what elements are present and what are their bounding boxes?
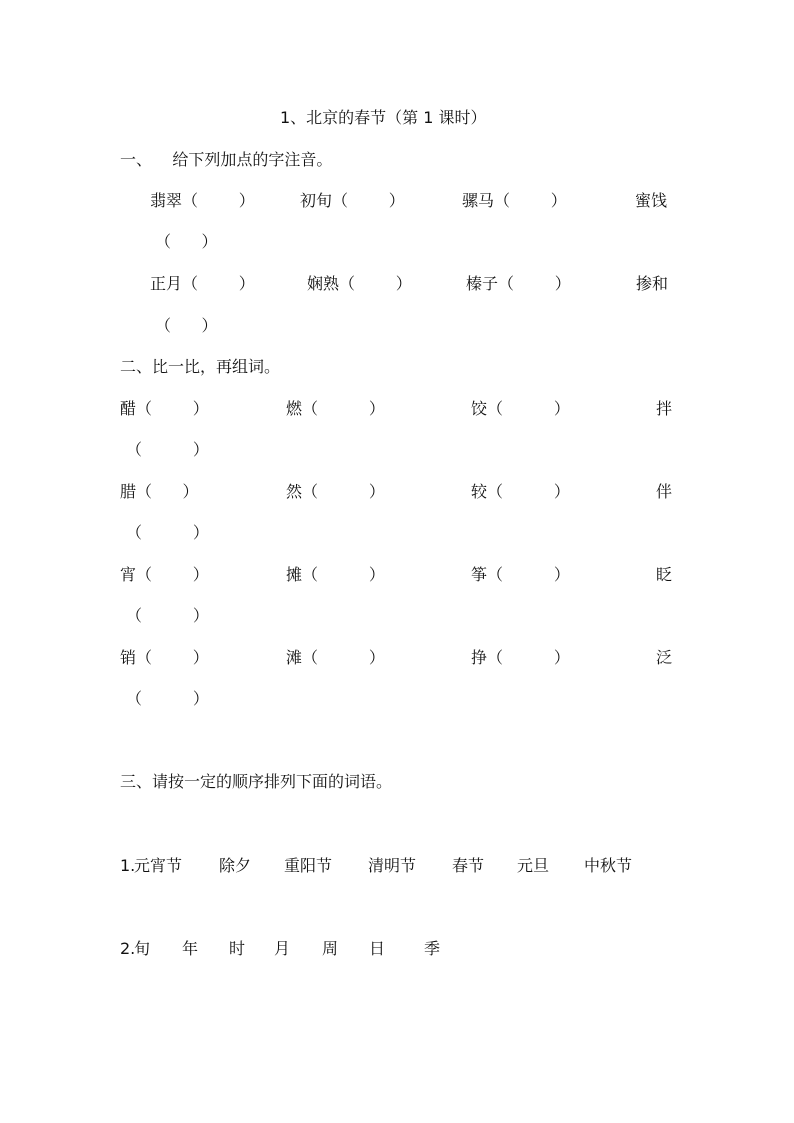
compare-item-wrap: （ ） [126,606,209,625]
pinyin-item: 正月（ ） [150,274,255,293]
order-list-number: 1. [120,856,136,875]
pinyin-item: 娴熟（ ） [307,274,412,293]
compare-item: 宵（ ） [120,565,209,584]
section2-heading: 二、比一比，再组词。 [120,357,281,376]
pinyin-item: 蜜饯 [635,191,668,210]
pinyin-item-wrap: （ ） [155,316,218,335]
order-word: 周 [322,939,339,958]
section3-heading: 三、请按一定的顺序排列下面的词语。 [120,772,393,791]
order-word: 年 [182,939,199,958]
order-word: 日 [369,939,386,958]
compare-item: 眨 [656,565,673,584]
compare-item-wrap: （ ） [126,689,209,708]
pinyin-item-wrap: （ ） [155,232,218,251]
order-word: 中秋节 [584,856,633,875]
section1-heading: 一、 给下列加点的字注音。 [120,150,333,169]
order-word: 月 [274,939,291,958]
compare-item: 然（ ） [286,482,385,501]
compare-item-wrap: （ ） [126,440,209,459]
order-word: 时 [229,939,246,958]
order-word: 旬 [134,939,151,958]
pinyin-item: 骡马（ ） [462,191,567,210]
compare-item: 销（ ） [120,648,209,667]
pinyin-item: 初旬（ ） [300,191,405,210]
pinyin-item: 掺和 [636,274,669,293]
compare-item-wrap: （ ） [126,523,209,542]
compare-item: 摊（ ） [286,565,385,584]
compare-item: 燃（ ） [286,399,385,418]
compare-item: 拌 [656,399,673,418]
order-word: 元宵节 [134,856,183,875]
compare-item: 饺（ ） [471,399,570,418]
compare-item: 泛 [656,648,673,667]
compare-item: 滩（ ） [286,648,385,667]
compare-item: 较（ ） [471,482,570,501]
order-word: 春节 [452,856,485,875]
order-word: 除夕 [219,856,252,875]
compare-item: 醋（ ） [120,399,209,418]
pinyin-item: 榛子（ ） [466,274,571,293]
order-word: 清明节 [368,856,417,875]
compare-item: 腊（ ） [120,482,199,501]
compare-item: 挣（ ） [471,648,570,667]
compare-item: 伴 [656,482,673,501]
order-word: 重阳节 [284,856,333,875]
order-word: 元旦 [517,856,550,875]
compare-item: 筝（ ） [471,565,570,584]
page-title: 1、北京的春节（第 1 课时） [280,108,487,127]
pinyin-item: 翡翠（ ） [150,191,255,210]
order-list-number: 2. [120,939,136,958]
order-word: 季 [424,939,441,958]
